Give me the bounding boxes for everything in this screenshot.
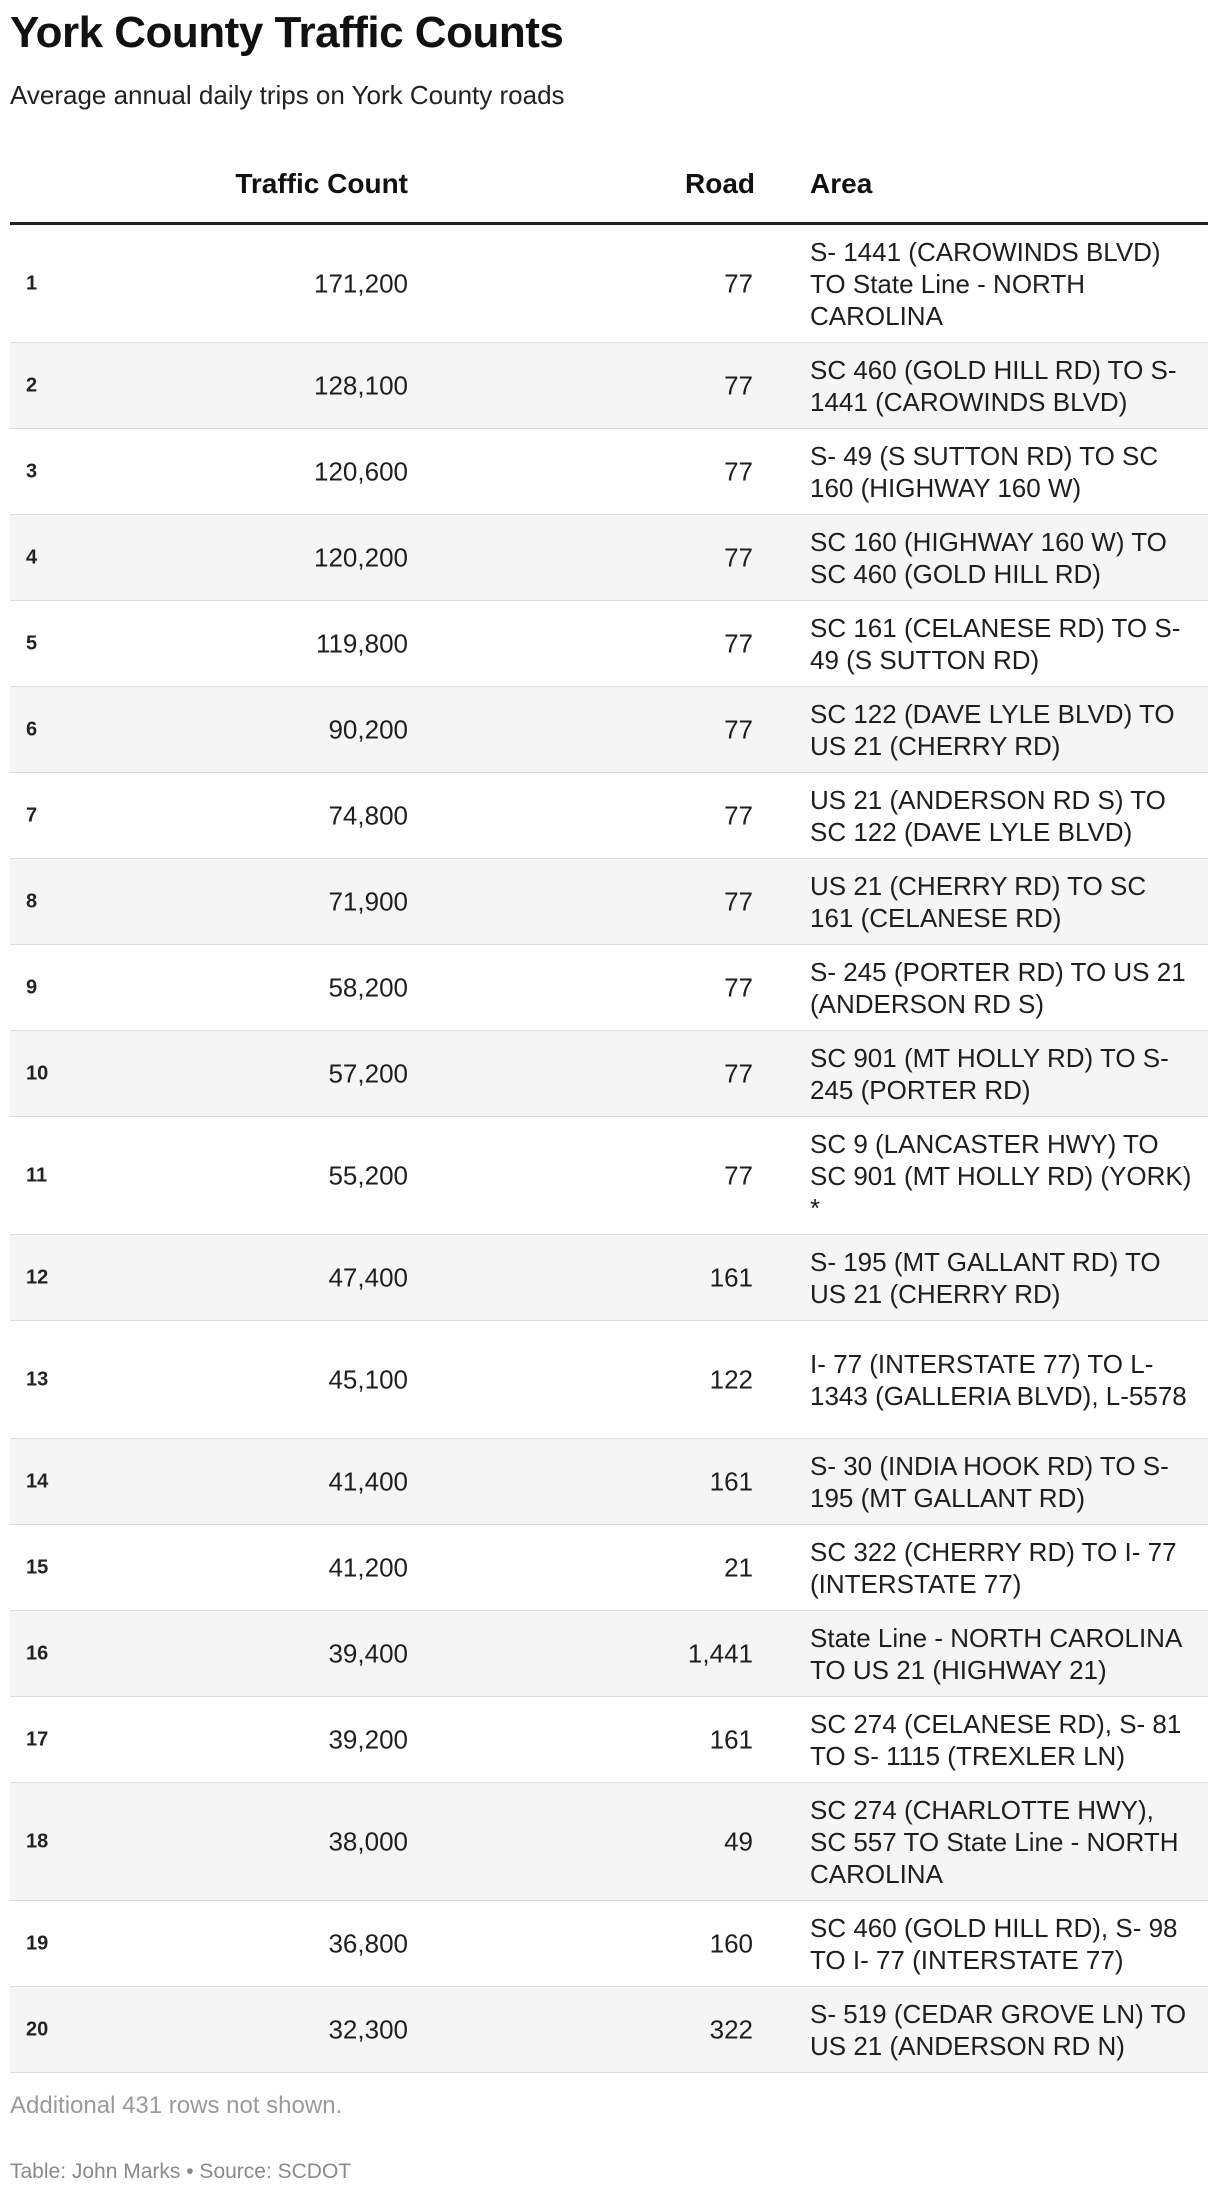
area-value: State Line - NORTH CAROLINA TO US 21 (HIGHWAY 21) <box>810 1622 1181 1685</box>
table-row <box>10 1697 1208 1783</box>
row-rank: 19 <box>26 1932 49 1954</box>
road-value: 122 <box>709 1364 753 1394</box>
row-rank: 15 <box>26 1556 49 1578</box>
table-row <box>10 1439 1208 1525</box>
traffic-count-value: 55,200 <box>328 1160 408 1190</box>
row-rank: 6 <box>26 718 38 740</box>
table-row <box>10 601 1208 687</box>
traffic-count-value: 71,900 <box>328 886 408 916</box>
row-rank: 13 <box>26 1368 49 1390</box>
table-row <box>10 1611 1208 1697</box>
traffic-count-value: 36,800 <box>328 1928 408 1958</box>
traffic-count-value: 120,600 <box>314 456 408 486</box>
table-body <box>10 225 1208 2073</box>
traffic-count-value: 32,300 <box>328 2014 408 2044</box>
road-value: 77 <box>724 800 753 830</box>
table-row <box>10 1783 1208 1901</box>
column-header-area[interactable]: Area <box>810 168 873 199</box>
road-value: 21 <box>724 1552 753 1582</box>
area-value: S- 30 (INDIA HOOK RD) TO S-195 (MT GALLANT RD) <box>810 1450 1169 1513</box>
table-row <box>10 1987 1208 2073</box>
table-row <box>10 1525 1208 1611</box>
row-rank: 18 <box>26 1830 49 1852</box>
column-header-road-label: Road <box>685 168 755 199</box>
table-row <box>10 1235 1208 1321</box>
row-rank: 14 <box>26 1470 49 1492</box>
area-value: US 21 (CHERRY RD) TO SC 161 (CELANESE RD) <box>810 870 1147 933</box>
traffic-count-value: 58,200 <box>328 972 408 1002</box>
traffic-count-value: 41,400 <box>328 1466 408 1496</box>
traffic-count-value: 128,100 <box>314 370 408 400</box>
traffic-count-value: 74,800 <box>328 800 408 830</box>
road-value: 77 <box>724 1058 753 1088</box>
road-value: 77 <box>724 972 753 1002</box>
traffic-count-value: 90,200 <box>328 714 408 744</box>
traffic-table <box>10 160 1208 2073</box>
chart-title: York County Traffic Counts <box>10 8 564 57</box>
table-row <box>10 859 1208 945</box>
area-value: SC 460 (GOLD HILL RD) TO S-1441 (CAROWINDS BLVD) <box>810 354 1177 417</box>
area-value: S- 519 (CEDAR GROVE LN) TO US 21 (ANDERSON RD N) <box>810 1998 1187 2061</box>
row-rank: 9 <box>26 976 38 998</box>
road-value: 77 <box>724 268 753 298</box>
road-value: 160 <box>709 1928 753 1958</box>
table-row <box>10 1901 1208 1987</box>
table-row <box>10 515 1208 601</box>
traffic-count-value: 57,200 <box>328 1058 408 1088</box>
area-value: S- 49 (S SUTTON RD) TO SC 160 (HIGHWAY 160 W) <box>810 440 1159 503</box>
rows-not-shown-note: Additional 431 rows not shown. <box>10 2092 343 2119</box>
area-value: US 21 (ANDERSON RD S) TO SC 122 (DAVE LYLE BLVD) <box>810 784 1166 847</box>
road-value: 77 <box>724 886 753 916</box>
row-rank: 7 <box>26 804 38 826</box>
traffic-count-value: 47,400 <box>328 1262 408 1292</box>
road-value: 77 <box>724 628 753 658</box>
row-rank: 1 <box>26 272 38 294</box>
area-value: S- 245 (PORTER RD) TO US 21 (ANDERSON RD S) <box>810 956 1186 1019</box>
row-rank: 12 <box>26 1266 49 1288</box>
row-rank: 2 <box>26 374 38 396</box>
table-row <box>10 1031 1208 1117</box>
road-value: 49 <box>724 1826 753 1856</box>
table-row <box>10 1321 1208 1439</box>
traffic-count-value: 171,200 <box>314 268 408 298</box>
road-value: 161 <box>709 1262 753 1292</box>
row-rank: 11 <box>26 1164 48 1186</box>
table-row <box>10 687 1208 773</box>
area-value: SC 322 (CHERRY RD) TO I- 77 (INTERSTATE 77) <box>810 1536 1177 1599</box>
road-value: 161 <box>709 1724 753 1754</box>
road-value: 77 <box>724 456 753 486</box>
row-rank: 17 <box>26 1728 49 1750</box>
traffic-count-value: 39,400 <box>328 1638 408 1668</box>
row-rank: 5 <box>26 632 38 654</box>
road-value: 322 <box>709 2014 753 2044</box>
area-value: SC 460 (GOLD HILL RD), S- 98 TO I- 77 (INTERSTATE 77) <box>810 1912 1178 1975</box>
table-row <box>10 1117 1208 1235</box>
table-row <box>10 945 1208 1031</box>
row-rank: 8 <box>26 890 38 912</box>
row-rank: 20 <box>26 2018 49 2040</box>
traffic-count-value: 39,200 <box>328 1724 408 1754</box>
table-header <box>10 160 1208 225</box>
road-value: 77 <box>724 714 753 744</box>
traffic-count-value: 38,000 <box>328 1826 408 1856</box>
road-value: 77 <box>724 542 753 572</box>
row-rank: 3 <box>26 460 38 482</box>
table-row <box>10 225 1208 343</box>
area-value: SC 901 (MT HOLLY RD) TO S-245 (PORTER RD) <box>810 1042 1169 1105</box>
table-row <box>10 429 1208 515</box>
traffic-count-value: 119,800 <box>315 628 408 658</box>
area-value: SC 274 (CHARLOTTE HWY), SC 557 TO State Line - NORTH CAROLINA <box>810 1794 1179 1889</box>
traffic-count-value: 120,200 <box>314 542 408 572</box>
table-row <box>10 773 1208 859</box>
column-header-traffic-count[interactable]: Traffic Count <box>235 168 408 199</box>
row-rank: 16 <box>26 1642 49 1664</box>
chart-subtitle: Average annual daily trips on York County roads <box>10 80 565 110</box>
area-value: SC 274 (CELANESE RD), S- 81 TO S- 1115 (TREXLER LN) <box>810 1708 1182 1771</box>
traffic-count-value: 41,200 <box>328 1552 408 1582</box>
area-value: SC 160 (HIGHWAY 160 W) TO SC 460 (GOLD HILL RD) <box>810 526 1167 589</box>
table-credit: Table: John Marks • Source: SCDOT <box>10 2160 352 2183</box>
row-rank: 4 <box>26 546 38 568</box>
area-value: I- 77 (INTERSTATE 77) TO L-1343 (GALLERIA BLVD), L-5578 <box>810 1348 1187 1411</box>
area-value: SC 9 (LANCASTER HWY) TO SC 901 (MT HOLLY RD) (YORK) * <box>810 1128 1192 1223</box>
traffic-count-value: 45,100 <box>328 1364 408 1394</box>
road-value: 77 <box>724 1160 753 1190</box>
road-value: 1,441 <box>687 1638 753 1668</box>
area-value: S- 1441 (CAROWINDS BLVD) TO State Line - NORTH CAROLINA <box>810 236 1161 331</box>
area-value: S- 195 (MT GALLANT RD) TO US 21 (CHERRY RD) <box>810 1246 1161 1309</box>
area-value: SC 161 (CELANESE RD) TO S-49 (S SUTTON RD) <box>810 612 1181 675</box>
table-row <box>10 343 1208 429</box>
road-value: 161 <box>709 1466 753 1496</box>
row-rank: 10 <box>26 1062 49 1084</box>
road-value: 77 <box>724 370 753 400</box>
area-value: SC 122 (DAVE LYLE BLVD) TO US 21 (CHERRY RD) <box>810 698 1175 761</box>
